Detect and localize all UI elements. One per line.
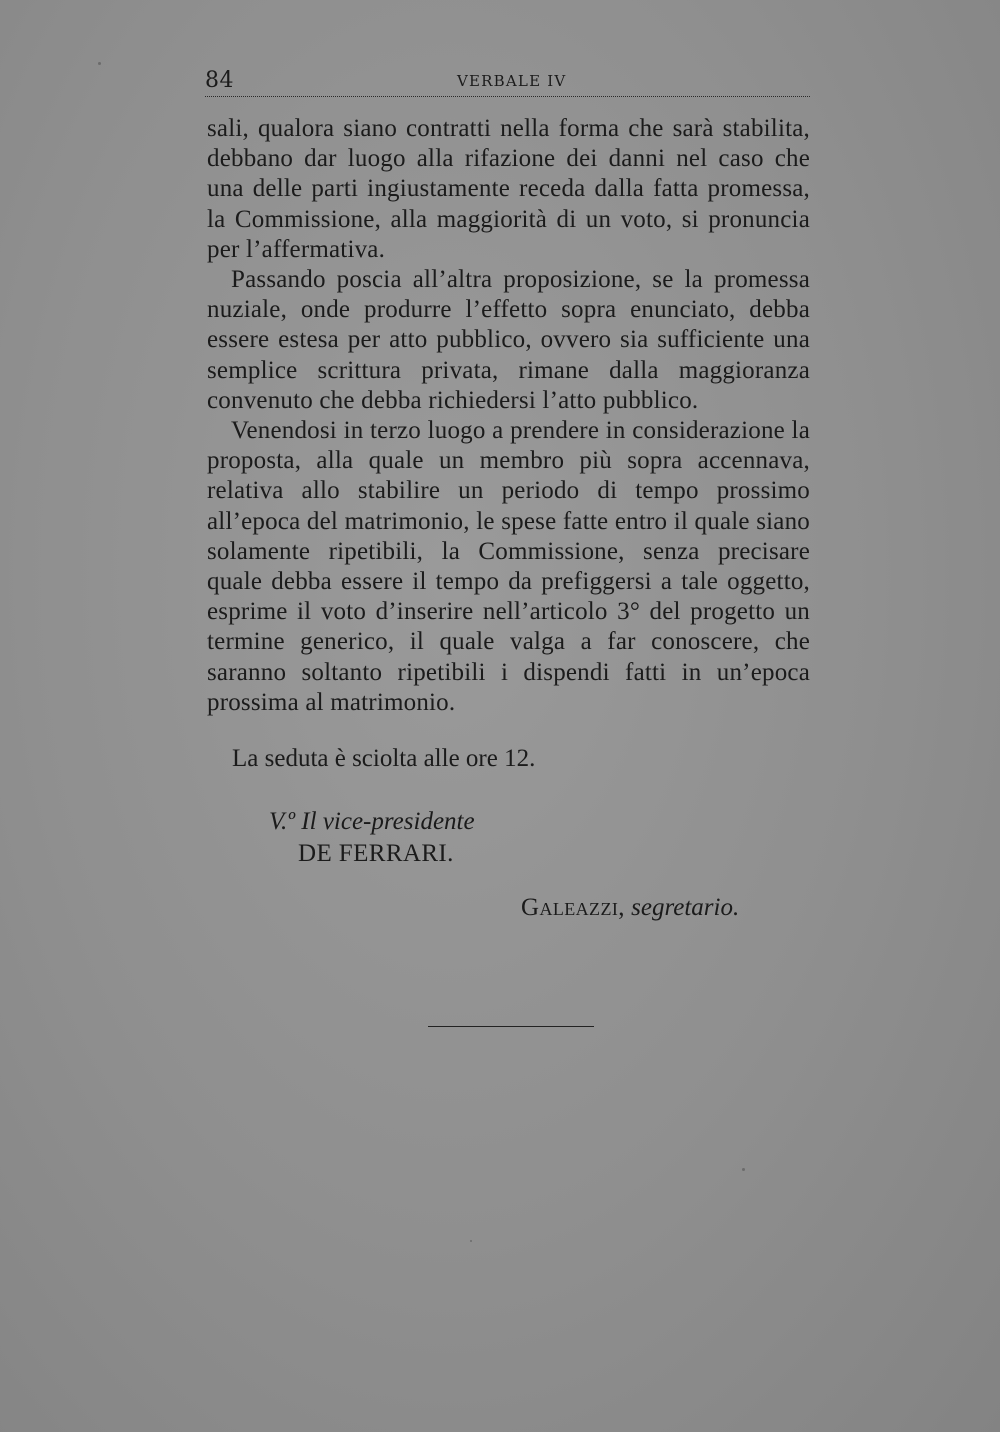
secretary-title: segretario. xyxy=(631,894,740,921)
body-text xyxy=(207,114,810,718)
paper-speck xyxy=(98,62,101,65)
paper-speck xyxy=(470,1240,472,1242)
paragraph-promessa: Passando poscia all’altra proposizione, se la promessa nuziale, onde produrre l’effetto sopra enunciato, debba essere estesa per atto pubblico, ovvero sia sufficiente una semplice scrittura privata, rimane dalla maggioranza convenuto che debba richiedersi l’atto pubblico. xyxy=(207,266,810,414)
closing-line: La seduta è sciolta alle ore 12. xyxy=(232,745,536,772)
paper-speck xyxy=(742,1168,745,1171)
page-number: 84 xyxy=(205,68,234,93)
vice-president-title: V.º Il vice-presidente xyxy=(269,808,475,835)
paragraph-considerazione: Venendosi in terzo luogo a prendere in considerazione la proposta, alla quale un membro più sopra accennava, relativa allo stabilire un periodo di tempo prossimo all’epoca del matrimonio, le spese fatte entro il quale siano solamente ripetibili, la Commissione, senza precisare quale debba essere il tempo da prefiggersi a tale oggetto, esprime il voto d’inserire nell’articolo 3° del progetto un termine generico, il quale valga a far conoscere, che saranno soltanto ripetibili i dispendi fatti in un’epoca prossima al matrimonio. xyxy=(207,417,810,716)
running-head: VERBALE IV xyxy=(457,72,567,90)
vice-president-name: DE FERRARI. xyxy=(298,840,454,867)
paragraph-continuation: sali, qualora siano contratti nella forma che sarà stabilita, debbano dar luogo alla rifazione dei danni nel caso che una delle parti ingiustamente receda dalla fatta promessa, la Commissione, alla maggiorità di un voto, si pronuncia per l’affermativa. xyxy=(207,115,810,263)
end-rule xyxy=(428,1026,594,1027)
secretary-name: Galeazzi, xyxy=(521,894,625,921)
page-header xyxy=(205,66,810,97)
secretary-signature xyxy=(521,894,739,922)
